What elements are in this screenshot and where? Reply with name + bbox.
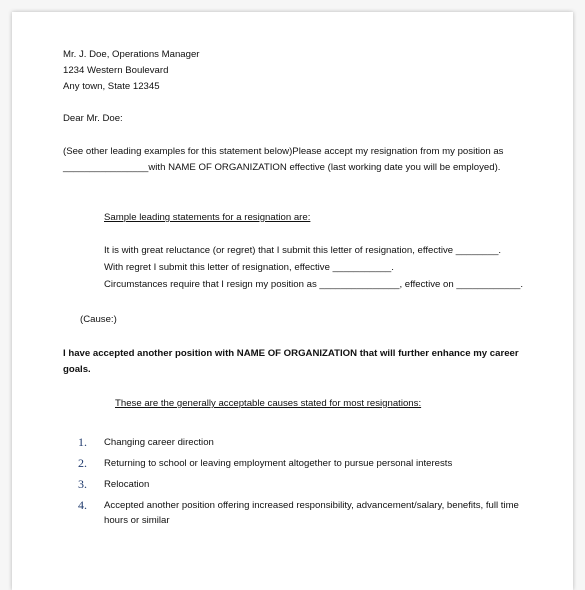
recipient-street: 1234 Western Boulevard xyxy=(63,65,169,76)
salutation: Dear Mr. Doe: xyxy=(63,113,123,124)
causes-heading: These are the generally acceptable causes stated for most resignations: xyxy=(115,398,422,409)
sample-item: It is with great reluctance (or regret) that I submit this letter of resignation, effective ________. xyxy=(104,245,502,256)
sample-heading: Sample leading statements for a resignation are: xyxy=(104,212,311,223)
list-number: 2. xyxy=(78,456,87,470)
list-item: Relocation xyxy=(104,479,150,490)
intro-line-1: (See other leading examples for this statement below)Please accept my resignation from my position as xyxy=(63,146,504,157)
list-number: 4. xyxy=(78,498,87,512)
sample-item: Circumstances require that I resign my position as _______________, effective on ____________. xyxy=(104,279,524,290)
list-item: Changing career direction xyxy=(104,437,214,448)
intro-line-2: ________________with NAME OF ORGANIZATION effective (last working date you will be employed). xyxy=(63,162,501,173)
list-number: 1. xyxy=(78,435,87,449)
list-item: Accepted another position offering increased responsibility, advancement/salary, benefits, full time xyxy=(104,500,519,511)
recipient-name: Mr. J. Doe, Operations Manager xyxy=(63,49,200,60)
list-item: Returning to school or leaving employment altogether to pursue personal interests xyxy=(104,458,453,469)
list-item-continuation: hours or similar xyxy=(104,515,170,526)
sample-item: With regret I submit this letter of resignation, effective ___________. xyxy=(104,262,394,273)
accepted-line-1: I have accepted another position with NAME OF ORGANIZATION that will further enhance my career xyxy=(63,348,519,359)
accepted-line-2: goals. xyxy=(63,364,91,375)
recipient-city: Any town, State 12345 xyxy=(63,81,160,92)
list-number: 3. xyxy=(78,477,87,491)
cause-label: (Cause:) xyxy=(80,314,117,325)
